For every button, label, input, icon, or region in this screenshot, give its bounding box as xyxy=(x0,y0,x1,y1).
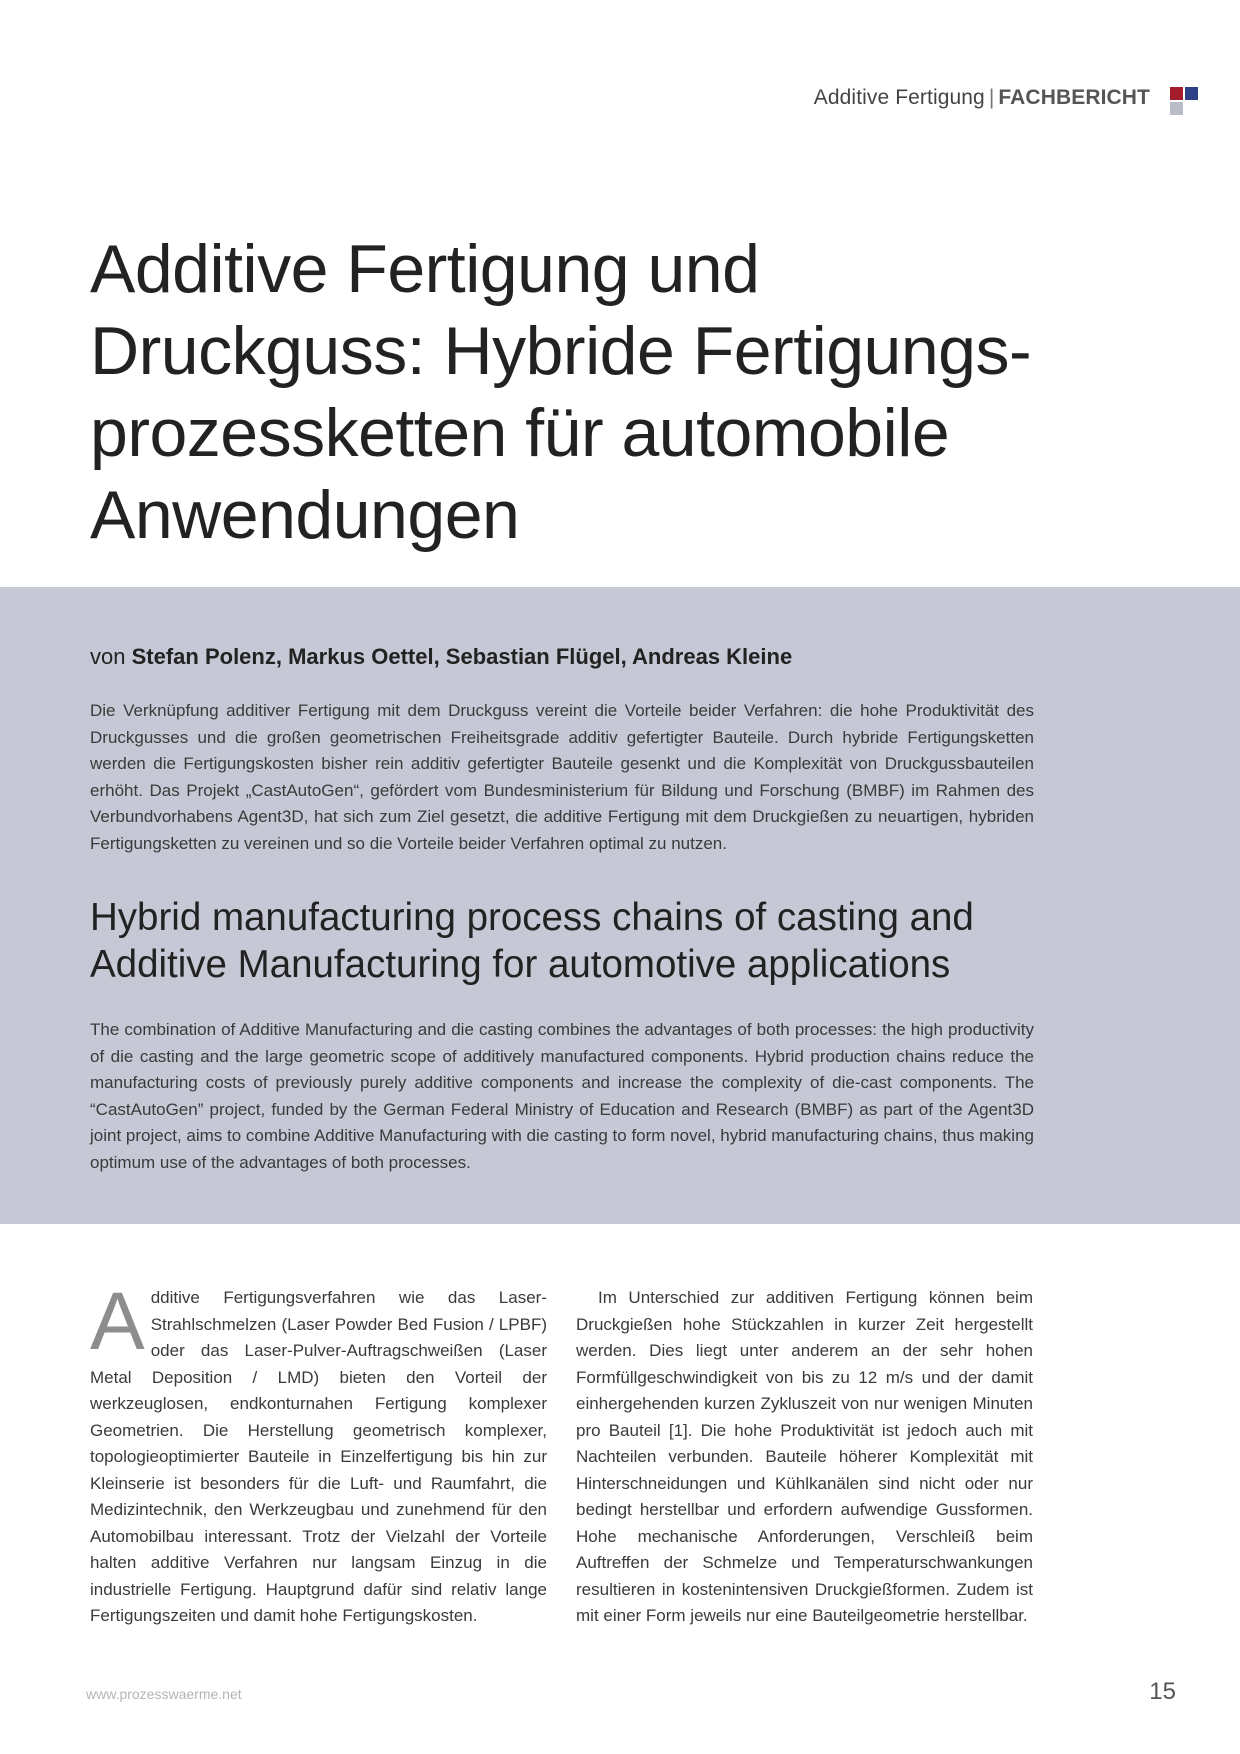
english-title xyxy=(90,894,1150,988)
footer-url: www.prozesswaerme.net xyxy=(86,1686,242,1702)
abstract-german: Die Verknüpfung additiver Fertigung mit dem Druckguss vereint die Vorteile beider Verfahren: die hohe Produktivität des Druckgusses und die großen geometrischen Freiheitsgrade additiv gefertigter Bauteile. Durch hybride Fertigungsketten werden die Fertigungskosten bisher rein additiv gefertigter Bauteile gesenkt und die Komplexität von Druckgussbauteilen erhöht. Das Projekt „CastAutoGen“, gefördert vom Bundesministerium für Bildung und Forschung (BMBF) im Rahmen des Verbundvorhabens Agent3D, hat sich zum Ziel gesetzt, die additive Fertigung mit dem Druckgießen zu neuartigen, hybriden Fertigungsketten zu vereinen und so die Vorteile beider Verfahren optimal zu nutzen. xyxy=(90,701,1034,853)
title-line: Anwendungen xyxy=(90,477,520,553)
body-column-right xyxy=(576,1285,1033,1630)
body-text-left: dditive Fertigungsverfahren wie das Laser-Strahlschmelzen (Laser Powder Bed Fusion / LPBF) oder das Laser-Pulver-Auftragschweißen (Laser Metal Deposition / LMD) bieten den Vorteil der werkzeuglosen, endkonturnahen Fertigung komplexer Geometrien. Die Herstellung geometrisch komplexer, topologieoptimierter Bauteile in Einzelfertigung bis hin zur Kleinserie ist besonders für die Luft- und Raumfahrt, die Medizintechnik, den Werkzeugbau und zunehmend für den Automobilbau interessant. Trotz der Vielzahl der Vorteile halten additive Verfahren nur langsam Einzug in die industrielle Fertigung. Hauptgrund dafür sind relativ lange Fertigungszeiten und damit hohe Fertigungskosten. xyxy=(90,1288,547,1625)
title-line: Additive Fertigung und xyxy=(90,231,760,307)
header-separator: | xyxy=(988,86,995,109)
body-column-left xyxy=(90,1276,547,1630)
byline-prefix: von xyxy=(90,644,126,669)
title-line: Druckguss: Hybride Fertigungs- xyxy=(90,313,1032,389)
english-title-line: Additive Manufacturing for automotive applications xyxy=(90,943,951,986)
body-text-right: Im Unterschied zur additiven Fertigung können beim Druckgießen hohe Stückzahlen in kurzer Zeit hergestellt werden. Dies liegt unter anderem an der sehr hohen Formfüllgeschwindigkeit von bis zu 12 m/s und der damit einhergehenden kurzen Zykluszeit von nur wenigen Minuten pro Bauteil [1]. Die hohe Produktivität ist jedoch auch mit Nachteilen verbunden. Bauteile höherer Komplexität mit Hinterschneidungen und Kühlkanälen sind nicht oder nur bedingt herstellbar und erfordern aufwendige Gussformen. Hohe mechanische Anforderungen, Verschleiß beim Auftreffen der Schmelze und Temperaturschwankungen resultieren in kostenintensiven Druckgießformen. Zudem ist mit einer Form jeweils nur eine Bauteilgeometrie herstellbar. xyxy=(576,1288,1033,1625)
english-title-line: Hybrid manufacturing process chains of casting and xyxy=(90,896,974,939)
article-title xyxy=(90,228,1150,556)
title-line: prozessketten für automobile xyxy=(90,395,950,471)
header-topic: Additive Fertigung xyxy=(813,86,985,109)
publisher-logo-icon xyxy=(1170,87,1200,117)
logo-square-blue xyxy=(1185,87,1198,100)
logo-square-gray xyxy=(1170,102,1183,115)
drop-cap: A xyxy=(90,1276,145,1367)
abstract-english: The combination of Additive Manufacturing and die casting combines the advantages of both processes: the high productivity of die casting and the large geometric scope of additively manufactured components. Hybrid production chains reduce the manufacturing costs of previously purely additive components and increase the complexity of die-cast components. The “CastAutoGen” project, funded by the German Federal Ministry of Education and Research (BMBF) as part of the Agent3D joint project, aims to combine Additive Manufacturing with die casting to form novel, hybrid manufacturing chains, thus making optimum use of the advantages of both processes. xyxy=(90,1020,1034,1172)
running-header xyxy=(814,86,1150,110)
header-section: FACHBERICHT xyxy=(998,86,1150,109)
page-number: 15 xyxy=(1149,1678,1176,1705)
byline xyxy=(90,644,792,670)
logo-square-red xyxy=(1170,87,1183,100)
author-names: Stefan Polenz, Markus Oettel, Sebastian Flügel, Andreas Kleine xyxy=(131,644,793,669)
